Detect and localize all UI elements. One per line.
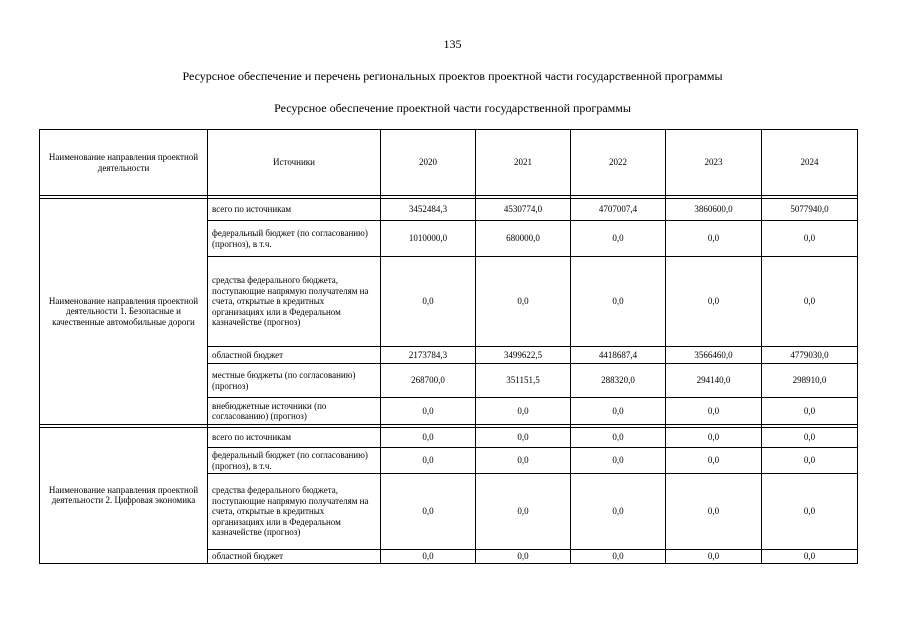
value-cell: 0,0 bbox=[666, 257, 762, 347]
source-name: местные бюджеты (по согласованию) (прогноз) bbox=[208, 364, 381, 398]
value-cell: 0,0 bbox=[762, 221, 858, 257]
value-cell: 1010000,0 bbox=[381, 221, 476, 257]
value-cell: 3566460,0 bbox=[666, 347, 762, 364]
value-cell: 0,0 bbox=[762, 398, 858, 425]
value-cell: 0,0 bbox=[666, 550, 762, 564]
header-year: 2024 bbox=[762, 130, 858, 196]
value-cell: 0,0 bbox=[762, 428, 858, 448]
source-name: средства федерального бюджета, поступающие напрямую получателям на счета, открытые в кредитных организациях или в Федеральном казначействе (прогноз) bbox=[208, 257, 381, 347]
value-cell: 3499622,5 bbox=[476, 347, 571, 364]
value-cell: 0,0 bbox=[762, 550, 858, 564]
value-cell: 4707007,4 bbox=[571, 199, 666, 221]
value-cell: 0,0 bbox=[381, 398, 476, 425]
value-cell: 2173784,3 bbox=[381, 347, 476, 364]
value-cell: 5077940,0 bbox=[762, 199, 858, 221]
value-cell: 0,0 bbox=[571, 474, 666, 550]
value-cell: 288320,0 bbox=[571, 364, 666, 398]
value-cell: 0,0 bbox=[762, 257, 858, 347]
source-name: внебюджетные источники (по согласованию) (прогноз) bbox=[208, 398, 381, 425]
value-cell: 351151,5 bbox=[476, 364, 571, 398]
source-name: областной бюджет bbox=[208, 347, 381, 364]
document-title: Ресурсное обеспечение и перечень региональных проектов проектной части государственной программы bbox=[182, 69, 723, 83]
value-cell: 0,0 bbox=[666, 474, 762, 550]
header-year: 2020 bbox=[381, 130, 476, 196]
value-cell: 0,0 bbox=[476, 550, 571, 564]
value-cell: 0,0 bbox=[762, 448, 858, 474]
value-cell: 0,0 bbox=[476, 428, 571, 448]
value-cell: 0,0 bbox=[381, 550, 476, 564]
value-cell: 0,0 bbox=[762, 474, 858, 550]
value-cell: 0,0 bbox=[571, 257, 666, 347]
value-cell: 0,0 bbox=[381, 474, 476, 550]
direction-name: Наименование направления проектной деятельности 2. Цифровая экономика bbox=[40, 428, 208, 564]
value-cell: 0,0 bbox=[476, 474, 571, 550]
value-cell: 4779030,0 bbox=[762, 347, 858, 364]
source-name: всего по источникам bbox=[208, 199, 381, 221]
value-cell: 680000,0 bbox=[476, 221, 571, 257]
source-name: всего по источникам bbox=[208, 428, 381, 448]
source-name: федеральный бюджет (по согласованию) (прогноз), в т.ч. bbox=[208, 221, 381, 257]
value-cell: 0,0 bbox=[381, 257, 476, 347]
table-row bbox=[40, 199, 858, 221]
value-cell: 294140,0 bbox=[666, 364, 762, 398]
source-name: средства федерального бюджета, поступающие напрямую получателям на счета, открытые в кредитных организациях или в Федеральном казначействе (прогноз) bbox=[208, 474, 381, 550]
value-cell: 0,0 bbox=[381, 448, 476, 474]
source-name: федеральный бюджет (по согласованию) (прогноз), в т.ч. bbox=[208, 448, 381, 474]
header-year: 2023 bbox=[666, 130, 762, 196]
table-row bbox=[40, 428, 858, 448]
value-cell: 0,0 bbox=[476, 398, 571, 425]
value-cell: 0,0 bbox=[666, 398, 762, 425]
value-cell: 0,0 bbox=[666, 428, 762, 448]
source-name: областной бюджет bbox=[208, 550, 381, 564]
value-cell: 0,0 bbox=[571, 550, 666, 564]
header-direction: Наименование направления проектной деятельности bbox=[40, 130, 208, 196]
value-cell: 4530774,0 bbox=[476, 199, 571, 221]
resource-table bbox=[39, 129, 858, 564]
value-cell: 0,0 bbox=[571, 398, 666, 425]
value-cell: 0,0 bbox=[571, 221, 666, 257]
value-cell: 4418687,4 bbox=[571, 347, 666, 364]
header-year: 2022 bbox=[571, 130, 666, 196]
document-subtitle: Ресурсное обеспечение проектной части государственной программы bbox=[274, 101, 631, 115]
direction-name: Наименование направления проектной деятельности 1. Безопасные и качественные автомобильные дороги bbox=[40, 199, 208, 425]
value-cell: 3452484,3 bbox=[381, 199, 476, 221]
value-cell: 3860600,0 bbox=[666, 199, 762, 221]
value-cell: 0,0 bbox=[571, 448, 666, 474]
value-cell: 0,0 bbox=[666, 448, 762, 474]
value-cell: 0,0 bbox=[381, 428, 476, 448]
table-header-row bbox=[40, 130, 858, 196]
value-cell: 0,0 bbox=[666, 221, 762, 257]
value-cell: 298910,0 bbox=[762, 364, 858, 398]
value-cell: 0,0 bbox=[476, 448, 571, 474]
value-cell: 268700,0 bbox=[381, 364, 476, 398]
header-year: 2021 bbox=[476, 130, 571, 196]
value-cell: 0,0 bbox=[476, 257, 571, 347]
value-cell: 0,0 bbox=[571, 428, 666, 448]
header-sources: Источники bbox=[208, 130, 381, 196]
page-number: 135 bbox=[443, 37, 462, 51]
